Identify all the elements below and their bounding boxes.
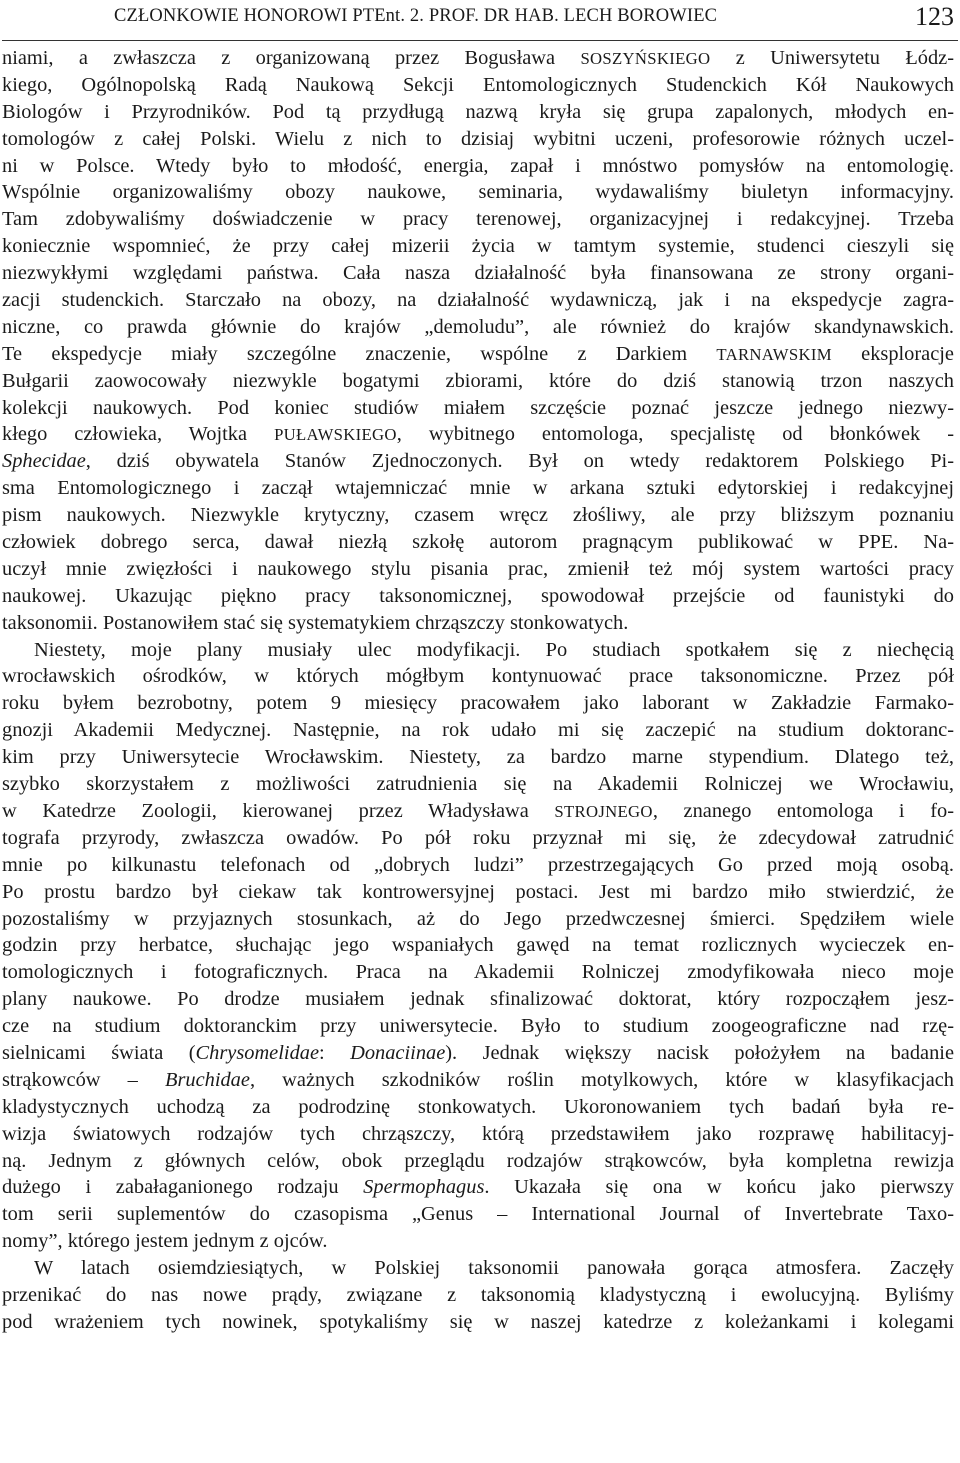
text-line: wrocławskich ośrodków, w których mógłbym kontynuować prace taksonomiczne. Przez pół bbox=[2, 665, 954, 688]
text-line: pod wrażeniem tych nowinek, spotykaliśmy się w naszej katedrze z koleżankami i kolegami bbox=[2, 1310, 954, 1333]
text-line: koniecznie wspomnieć, że przy całej mizerii życia w tamtym systemie, studenci cieszyli się bbox=[2, 235, 954, 258]
text-line: zacji studenckich. Starczało na obozy, na działalność wydawniczą, jak i na ekspedycje zagra- bbox=[2, 289, 954, 312]
body-text bbox=[2, 45, 954, 1336]
text-line: godzin przy herbatce, słuchając jego wspaniałych gawęd na temat rozlicznych wycieczek en- bbox=[2, 934, 954, 957]
text-line: niczne, co prawda głównie do krajów „demoludu”, ale również do krajów skandynawskich. bbox=[2, 315, 954, 338]
text-line: sma Entomologicznego i zaczął wtajemniczać mnie w arkana sztuki edytorskiej i redakcyjnej bbox=[2, 477, 954, 500]
taxon-name: Bruchidae bbox=[164, 1068, 250, 1091]
text-line: Bułgarii zaowocowały niezwykle bogatymi zbiorami, które do dziś stanowią trzon naszych bbox=[2, 369, 954, 392]
text-line: przenikać do nas nowe prądy, związane z taksonomią kladystyczną i ewolucyjną. Byliśmy bbox=[2, 1283, 954, 1306]
text-line: tomologów z całej Polski. Wielu z nich to dzisiaj wybitni uczeni, profesorowie różnych uczel- bbox=[2, 127, 954, 150]
page-header bbox=[0, 2, 960, 38]
page-number: 123 bbox=[915, 2, 954, 31]
text-line: Sphecidae, dziś obywatela Stanów Zjednoczonych. Był on wtedy redaktorem Polskiego Pi- bbox=[2, 450, 954, 473]
text-line: mnie po kilkunastu telefonach od „dobrych ludzi” przestrzegających Go przed moją osobą. bbox=[2, 853, 954, 876]
text-line: tom serii suplementów do czasopisma „Genus – International Journal of Invertebrate Taxo- bbox=[2, 1203, 954, 1226]
text-line: dużego i zabałaganionego rodzaju Spermophagus. Ukazała się ona w końcu jako pierwszy bbox=[2, 1176, 954, 1199]
text-line: plany naukowe. Po drodze musiałem jednak sfinalizować doktorat, który rozpocząłem jesz- bbox=[2, 988, 954, 1011]
text-line: pism naukowych. Niezwykle krytyczny, czasem wręcz złośliwy, ale przy bliższym poznaniu bbox=[2, 504, 954, 527]
running-head: CZŁONKOWIE HONOROWI PTEnt. 2. PROF. DR HAB. LECH BOROWIEC bbox=[114, 6, 718, 26]
text-line: ną. Jednym z głównych celów, obok przeglądu rodzajów strąkowców, była kompletna rewizja bbox=[2, 1149, 954, 1172]
text-line: Tam zdobywaliśmy doświadczenie w pracy terenowej, organizacyjnej i redakcyjnej. Trzeba bbox=[2, 208, 954, 231]
text-line: człowiek dobrego serca, dawał niezłą szkołę autorom pragnącym publikować w PPE. Na- bbox=[2, 531, 954, 554]
small-caps-name: SOSZYŃSKIEGO bbox=[580, 49, 711, 68]
text-line: niezwykłymi względami państwa. Cała nasza działalność była finansowana ze strony organi- bbox=[2, 262, 954, 285]
text-line: strąkowców – Bruchidae, ważnych szkodników roślin motylkowych, które w klasyfikacjach bbox=[2, 1068, 954, 1091]
text-line: tomologicznych i fotograficznych. Praca na Akademii Rolniczej zmodyfikowała nieco moje bbox=[2, 961, 954, 984]
text-line: niami, a zwłaszcza z organizowaną przez Bogusława SOSZYŃSKIEGO z Uniwersytetu Łódz- bbox=[2, 47, 954, 69]
text-line: kłego człowieka, Wojtka PUŁAWSKIEGO, wybitnego entomologa, specjalistę od błonkówek - bbox=[2, 423, 954, 446]
text-line: sielnicami świata (Chrysomelidae: Donaciinae). Jednak większy nacisk położyłem na badanie bbox=[2, 1041, 954, 1064]
text-line: Biologów i Przyrodników. Pod tą przydługą nazwą kryła się grupa zapalonych, młodych en- bbox=[2, 100, 954, 123]
text-line: W latach osiemdziesiątych, w Polskiej taksonomii panowała gorąca atmosfera. Zaczęły bbox=[34, 1257, 954, 1280]
header-rule bbox=[2, 40, 958, 41]
text-line: nomy”, którego jestem jednym z ojców. bbox=[2, 1230, 328, 1253]
text-line: kiego, Ogólnopolską Radą Naukową Sekcji Entomologicznych Studenckich Kół Naukowych bbox=[2, 73, 954, 96]
text-line: kim przy Uniwersytecie Wrocławskim. Niestety, za bardzo marne stypendium. Dlatego też, bbox=[2, 746, 954, 769]
text-line: kolekcji naukowych. Pod koniec studiów miałem szczęście poznać jeszcze jednego niezwy- bbox=[2, 396, 954, 419]
taxon-name: Chrysomelidae bbox=[195, 1041, 320, 1064]
taxon-name: Spermophagus bbox=[363, 1176, 485, 1199]
small-caps-name: PUŁAWSKIEGO bbox=[274, 425, 397, 445]
small-caps-name: STROJNEGO bbox=[554, 801, 653, 821]
text-line: Wspólnie organizowaliśmy obozy naukowe, seminaria, wydawaliśmy biuletyn informacyjny. bbox=[2, 181, 954, 204]
text-line: ni w Polsce. Wtedy było to młodość, energia, zapał i mnóstwo pomysłów na entomologię. bbox=[2, 154, 954, 177]
text-line: cze na studium doktoranckim przy uniwersytecie. Było to studium zoogeograficzne nad rzę- bbox=[2, 1015, 954, 1038]
text-line: w Katedrze Zoologii, kierowanej przez Władysława STROJNEGO, znanego entomologa i fo- bbox=[2, 799, 954, 822]
taxon-name: Donaciinae bbox=[350, 1041, 446, 1064]
text-line: naukowej. Ukazując piękno pracy taksonomicznej, spowodował przejście od faunistyki do bbox=[2, 584, 954, 607]
text-line: roku byłem bezrobotny, potem 9 miesięcy pracowałem jako laborant w Zakładzie Farmako- bbox=[2, 692, 954, 715]
text-line: wizja światowych rodzajów tych chrząszczy, którą przedstawiłem jako rozprawę habilitacyj- bbox=[2, 1122, 954, 1145]
taxon-name: Sphecidae bbox=[2, 450, 86, 473]
text-line: Po prostu bardzo był ciekaw tak kontrowersyjnej postaci. Jest mi bardzo miło stwierdzić, że bbox=[2, 880, 954, 903]
small-caps-name: TARNAWSKIM bbox=[716, 344, 832, 364]
text-line: kladystycznych uchodzą za podrodzinę stonkowatych. Ukoronowaniem tych badań była re- bbox=[2, 1095, 954, 1118]
text-line: uczył mnie zwięzłości i naukowego stylu pisania prac, zmienił też mój system wartości pracy bbox=[2, 557, 954, 580]
text-line: Niestety, moje plany musiały ulec modyfikacji. Po studiach spotkałem się z niechęcią bbox=[34, 638, 954, 661]
text-line: tografa przyrody, zwłaszcza owadów. Po pół roku przyznał mi się, że zdecydował zatrudnić bbox=[2, 826, 954, 849]
text-line: pozostaliśmy w przyjaznych stosunkach, aż do Jego przedwczesnej śmierci. Spędziłem wiele bbox=[2, 907, 954, 930]
text-line: taksonomii. Postanowiłem stać się systematykiem chrząszczy stonkowatych. bbox=[2, 611, 629, 634]
text-line: szybko skorzystałem z możliwości zatrudnienia się na Akademii Rolniczej we Wrocławiu, bbox=[2, 773, 954, 796]
text-line: Te ekspedycje miały szczególne znaczenie, wspólne z Darkiem TARNAWSKIM eksploracje bbox=[2, 342, 954, 365]
text-line: gnozji Akademii Medycznej. Następnie, na rok udało mi się zaczepić na studium doktoranc- bbox=[2, 719, 954, 742]
